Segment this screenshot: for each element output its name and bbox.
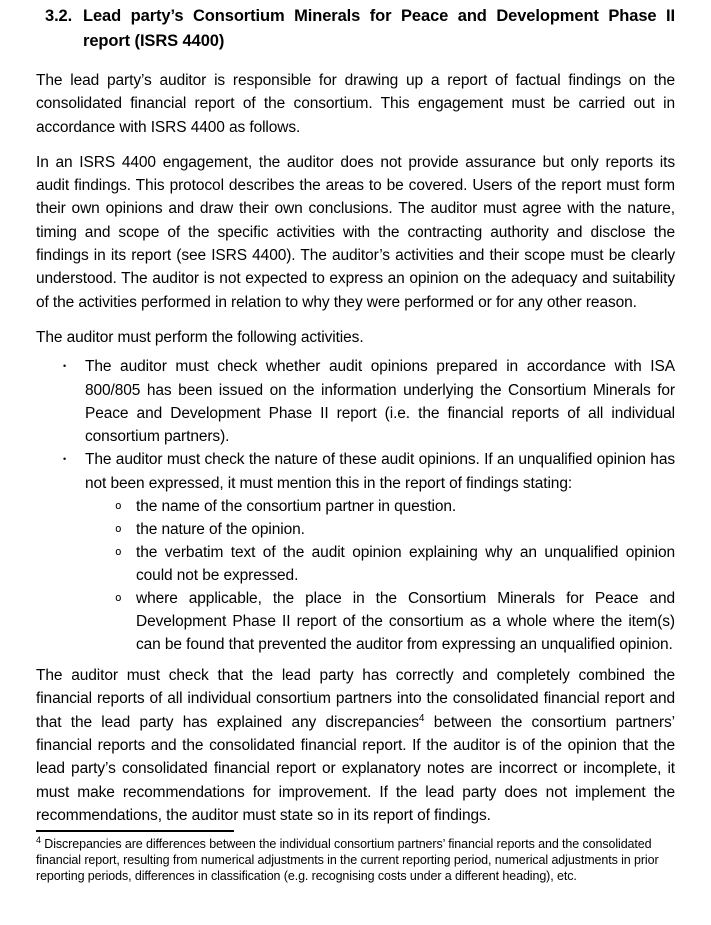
sub-list-item-text: the name of the consortium partner in question.: [136, 498, 457, 516]
paragraph-consolidation-check: [36, 664, 675, 827]
closing-text-part2: between the consortium partners’ financial reports and the consolidated financial report. If the auditor is of the opinion that the lead party’s consolidated financial report or explanatory notes are incorrect or incomplete, it must make recommendations for improvement. If the lead party does not implement the recommendations, the auditor must state so in its report of findings.: [36, 713, 676, 824]
sub-list-item-text: the verbatim text of the audit opinion explaining why an unqualified opinion could not be expressed.: [136, 544, 675, 585]
sub-list-item-report-place: [36, 587, 675, 656]
list-item-text: The auditor must check whether audit opinions prepared in accordance with ISA 800/805 has been issued on the information underlying the Consortium Minerals for Peace and Development Phase II report (i.e. the financial reports of all individual consortium partners).: [85, 358, 675, 446]
bullet-icon: •: [63, 361, 67, 372]
section-heading: [36, 4, 675, 54]
circle-bullet-icon: o: [115, 545, 122, 559]
footnote-area: [36, 830, 675, 884]
sub-list-item-partner-name: [36, 495, 675, 518]
section-number: 3.2.: [45, 7, 73, 25]
paragraph-activities-lead-in: The auditor must perform the following activities.: [36, 328, 364, 346]
paragraph-isrs-engagement: In an ISRS 4400 engagement, the auditor does not provide assurance but only reports its audit findings. This protocol describes the areas to be covered. Users of the report must form their own opinions and draw their own conclusions. The auditor must agree with the nature, timing and scope of the specific activities with the contracting authority and disclose the findings in its report (see ISRS 4400). The auditor’s activities and their scope must be clearly understood. The auditor is not expected to express an opinion on the adequacy and suitability of the activities performed in relation to why they were performed or for any other reason.: [36, 153, 675, 311]
footnote-separator-line: [36, 830, 234, 832]
bullet-icon: •: [63, 454, 67, 465]
footnote-reference: 4: [418, 712, 425, 724]
list-item-audit-opinions-check: [36, 355, 675, 448]
paragraph-auditor-responsibility: The lead party’s auditor is responsible for drawing up a report of factual findings on the consolidated financial report of the consortium. This engagement must be carried out in accordance with ISRS 4400 as follows.: [36, 72, 675, 136]
sub-list-item-opinion-nature: [36, 518, 675, 541]
list-item-text: The auditor must check the nature of these audit opinions. If an unqualified opinion has not been expressed, it must mention this in the report of findings stating:: [85, 451, 675, 492]
circle-bullet-icon: o: [115, 499, 122, 513]
footnote-text: [36, 836, 675, 884]
footnote-body: Discrepancies are differences between the individual consortium partners’ financial reports and the consolidated financial report, resulting from numerical adjustments in the current reporting period, numerical adjustments in prior reporting periods, differences in classification (e.g. recognising costs under a different heading), etc.: [36, 837, 659, 884]
sub-list-item-text: where applicable, the place in the Consortium Minerals for Peace and Development Phase II report of the consortium as a whole where the item(s) can be found that prevented the auditor from expressing an unqualified opinion.: [136, 590, 675, 654]
sub-list-item-text: the nature of the opinion.: [136, 521, 305, 539]
circle-bullet-icon: o: [115, 522, 122, 536]
list-item-opinion-nature-check: [36, 448, 675, 495]
bullet-list: [36, 355, 675, 656]
sub-list-item-verbatim-text: [36, 541, 675, 587]
circle-bullet-icon: o: [115, 591, 122, 605]
closing-text-part1: The auditor must check that the lead party has correctly and completely combined the financial reports of all individual consortium partners into the consolidated financial report and that the lead party has explained any discrepancies: [36, 667, 675, 731]
section-title: Lead party’s Consortium Minerals for Peace and Development Phase II report (ISRS 4400): [83, 7, 675, 50]
footnote-marker: 4: [36, 834, 41, 845]
